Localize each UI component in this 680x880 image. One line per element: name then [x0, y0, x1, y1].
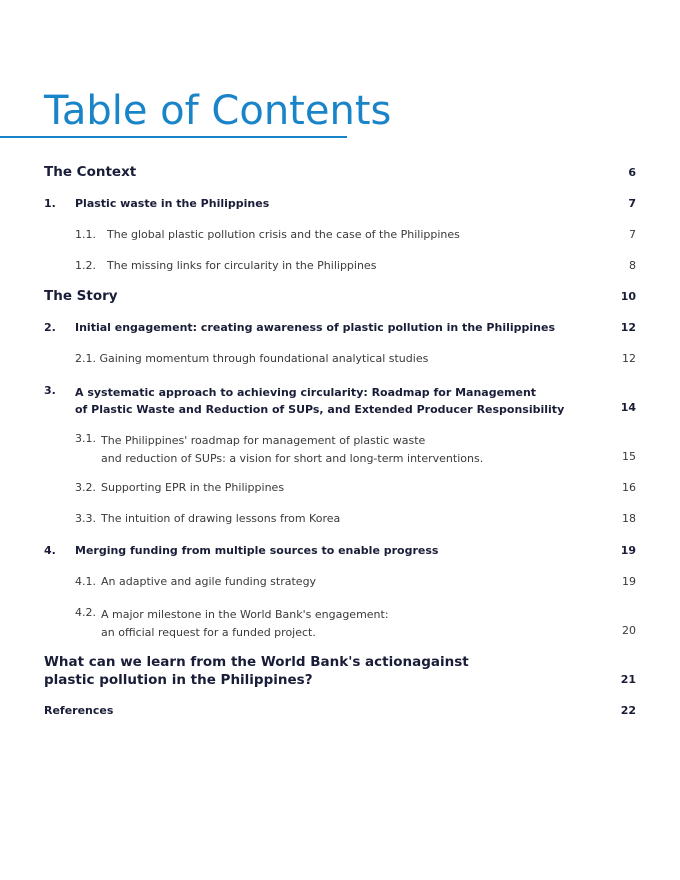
- toc-entry-label: An adaptive and agile funding strategy: [101, 575, 317, 588]
- toc-entry-label: [44, 653, 469, 689]
- toc-entry-label: The Context: [44, 164, 137, 180]
- toc-entry-number: 4.1.: [75, 575, 96, 588]
- toc-entry-label: The Story: [44, 288, 118, 304]
- toc-entry-number: 3.: [44, 384, 56, 397]
- toc-page-number: 8: [629, 259, 636, 272]
- toc-entry-number: 1.: [44, 197, 56, 210]
- toc-page-number: 12: [622, 352, 636, 365]
- toc-entry-label-line1: What can we learn from the World Bank's actionagainst: [44, 654, 469, 670]
- toc-entry-label-line2: of Plastic Waste and Reduction of SUPs, and Extended Producer Responsibility: [75, 403, 565, 416]
- toc-page-number: 10: [620, 290, 636, 303]
- toc-entry-number: 1.2.: [75, 259, 96, 272]
- toc-page-number: 21: [620, 673, 636, 686]
- toc-entry-label-line2: and reduction of SUPs: a vision for short and long-term interventions.: [101, 452, 484, 465]
- toc-entry-number: 4.: [44, 544, 56, 557]
- toc-page-number: 12: [620, 321, 636, 334]
- toc-page-number: 16: [622, 481, 636, 494]
- toc-page-number: 7: [629, 228, 636, 241]
- toc-entry-number: 2.: [44, 321, 56, 334]
- toc-page-number: 7: [628, 197, 636, 210]
- toc-page-number: 22: [620, 704, 636, 717]
- toc-entry-label: Plastic waste in the Philippines: [75, 197, 270, 210]
- toc-entry-label: The missing links for circularity in the Philippines: [107, 259, 377, 272]
- toc-entry-label-line1: The Philippines' roadmap for management of plastic waste: [101, 434, 426, 447]
- toc-page-number: 18: [622, 512, 636, 525]
- toc-entry-label: The global plastic pollution crisis and the case of the Philippines: [107, 228, 460, 241]
- toc-entry-label: [75, 384, 564, 418]
- toc-entry-number: 3.1.: [75, 432, 96, 445]
- toc-page-number: 19: [622, 575, 636, 588]
- toc-page-number: 6: [628, 166, 636, 179]
- toc-entry-label-line1: A major milestone in the World Bank's engagement:: [101, 608, 389, 621]
- toc-entry-label: Initial engagement: creating awareness of plastic pollution in the Philippines: [75, 321, 555, 334]
- title-underline: [0, 136, 347, 138]
- toc-entry-number: 4.2.: [75, 606, 96, 619]
- toc-entry-label-line1: A systematic approach to achieving circularity: Roadmap for Management: [75, 386, 537, 399]
- toc-page-number: 15: [622, 450, 636, 463]
- toc-page-number: 19: [620, 544, 636, 557]
- toc-entry-label: 2.1. Gaining momentum through foundational analytical studies: [75, 352, 429, 365]
- toc-entry-label-line2: an official request for a funded project.: [101, 626, 316, 639]
- toc-entry-label: [101, 606, 389, 642]
- toc-entry-label: References: [44, 704, 114, 717]
- toc-entry-label: [101, 432, 483, 468]
- toc-entry-number: 3.2.: [75, 481, 96, 494]
- toc-entry-number: 1.1.: [75, 228, 96, 241]
- toc-entry-number: 3.3.: [75, 512, 96, 525]
- toc-entry-label: Supporting EPR in the Philippines: [101, 481, 285, 494]
- toc-page-number: 14: [620, 401, 636, 414]
- toc-entry-label-line2: plastic pollution in the Philippines?: [44, 672, 313, 688]
- toc-entry-label: The intuition of drawing lessons from Korea: [101, 512, 341, 525]
- toc-entry-label: Merging funding from multiple sources to enable progress: [75, 544, 439, 557]
- page-title: Table of Contents: [44, 88, 392, 134]
- toc-page-number: 20: [622, 624, 636, 637]
